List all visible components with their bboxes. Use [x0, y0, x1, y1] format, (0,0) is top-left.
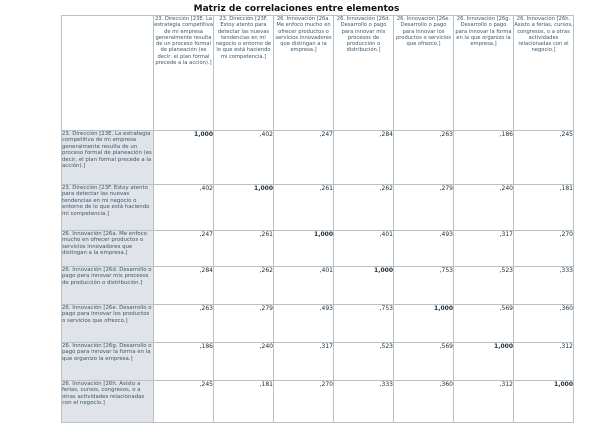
correlation-cell: ,402 [214, 131, 274, 185]
correlation-cell: ,753 [394, 267, 454, 305]
corner-cell [62, 16, 154, 131]
row-header: 26. Innovación [26h. Asisto a ferias, cursos, congresos, o a otras actividades relacionadas con el negocio.] [62, 381, 154, 423]
correlation-cell: ,317 [454, 231, 514, 267]
correlation-cell: ,402 [154, 185, 214, 231]
column-header: 23. Dirección [23E. La estrategia competitiva de mi empresa generalmente resulta de un proceso formal de planeación (es decir, el plan formal precede a la acción).] [154, 16, 214, 131]
table-title: Matriz de correlaciones entre elementos [193, 4, 400, 14]
table-row [62, 131, 574, 185]
correlation-cell: ,181 [214, 381, 274, 423]
correlation-cell: ,360 [394, 381, 454, 423]
correlation-cell: ,262 [214, 267, 274, 305]
table-row [62, 305, 574, 343]
correlation-cell: ,240 [214, 343, 274, 381]
correlation-cell: ,317 [274, 343, 334, 381]
correlation-matrix [61, 15, 574, 423]
correlation-cell: 1,000 [454, 343, 514, 381]
correlation-cell: 1,000 [514, 381, 574, 423]
table-row [62, 185, 574, 231]
column-header: 26. Innovación [26g. Desarrollo o pago para innovar la forma en la que organizo la empresa.] [454, 16, 514, 131]
correlation-cell: ,270 [274, 381, 334, 423]
correlation-cell: 1,000 [154, 131, 214, 185]
correlation-cell: ,493 [394, 231, 454, 267]
column-header: 26. Innovación [26e. Desarrollo o pago para innovar los productos o servicios que ofrezco.] [394, 16, 454, 131]
row-header: 23. Dirección [23E. La estrategia competitiva de mi empresa generalmente resulta de un proceso formal de planeación (es decir, el plan formal precede a la acción).] [62, 131, 154, 185]
correlation-cell: ,240 [454, 185, 514, 231]
row-header: 26. Innovación [26a. Me enfoco mucho en ofrecer productos o servicios innovadores que distingan a la empresa.] [62, 231, 154, 267]
correlation-cell: ,186 [154, 343, 214, 381]
correlation-cell: ,279 [394, 185, 454, 231]
correlation-cell: ,186 [454, 131, 514, 185]
correlation-cell: ,247 [274, 131, 334, 185]
correlation-cell: ,312 [514, 343, 574, 381]
correlation-cell: ,263 [154, 305, 214, 343]
row-header: 26. Innovación [26d. Desarrollo o pago para innovar mis procesos de producción o distribución.] [62, 267, 154, 305]
correlation-cell: ,523 [334, 343, 394, 381]
correlation-cell: ,261 [274, 185, 334, 231]
correlation-cell: ,753 [334, 305, 394, 343]
correlation-cell: 1,000 [274, 231, 334, 267]
correlation-cell: ,245 [514, 131, 574, 185]
correlation-cell: ,181 [514, 185, 574, 231]
table-row [62, 231, 574, 267]
column-header: 26. Innovación [26h. Asisto a ferias, cursos, congresos, o a otras actividades relacionadas con el negocio.] [514, 16, 574, 131]
correlation-cell: ,360 [514, 305, 574, 343]
correlation-cell: ,333 [514, 267, 574, 305]
correlation-cell: ,401 [274, 267, 334, 305]
correlation-cell: ,523 [454, 267, 514, 305]
correlation-cell: ,312 [454, 381, 514, 423]
correlation-cell: ,279 [214, 305, 274, 343]
correlation-cell: ,263 [394, 131, 454, 185]
correlation-cell: ,493 [274, 305, 334, 343]
correlation-cell: 1,000 [214, 185, 274, 231]
correlation-cell: 1,000 [394, 305, 454, 343]
correlation-cell: 1,000 [334, 267, 394, 305]
table-row [62, 381, 574, 423]
table-row [62, 267, 574, 305]
correlation-cell: ,245 [154, 381, 214, 423]
correlation-cell: ,569 [394, 343, 454, 381]
correlation-cell: ,333 [334, 381, 394, 423]
column-header: 26. Innovación [26a. Me enfoco mucho en ofrecer productos o servicios innovadores que distingan a la empresa.] [274, 16, 334, 131]
table-row [62, 343, 574, 381]
correlation-cell: ,569 [454, 305, 514, 343]
correlation-cell: ,284 [334, 131, 394, 185]
column-header: 26. Innovación [26d. Desarrollo o pago para innovar mis procesos de producción o distribución.] [334, 16, 394, 131]
row-header: 26. Innovación [26e. Desarrollo o pago para innovar los productos o servicios que ofrezco.] [62, 305, 154, 343]
correlation-cell: ,401 [334, 231, 394, 267]
correlation-cell: ,247 [154, 231, 214, 267]
correlation-cell: ,261 [214, 231, 274, 267]
row-header: 23. Dirección [23F. Estoy atento para detectar las nuevas tendencias en mi negocio o entorno de lo que está haciendo mi competencia.] [62, 185, 154, 231]
header-row [62, 16, 574, 131]
correlation-cell: ,270 [514, 231, 574, 267]
correlation-cell: ,284 [154, 267, 214, 305]
correlation-cell: ,262 [334, 185, 394, 231]
column-header: 23. Dirección [23F. Estoy atento para detectar las nuevas tendencias en mi negocio o entorno de lo que está haciendo mi competencia.] [214, 16, 274, 131]
row-header: 26. Innovación [26g. Desarrollo o pago para innovar la forma en la que organizo la empresa.] [62, 343, 154, 381]
